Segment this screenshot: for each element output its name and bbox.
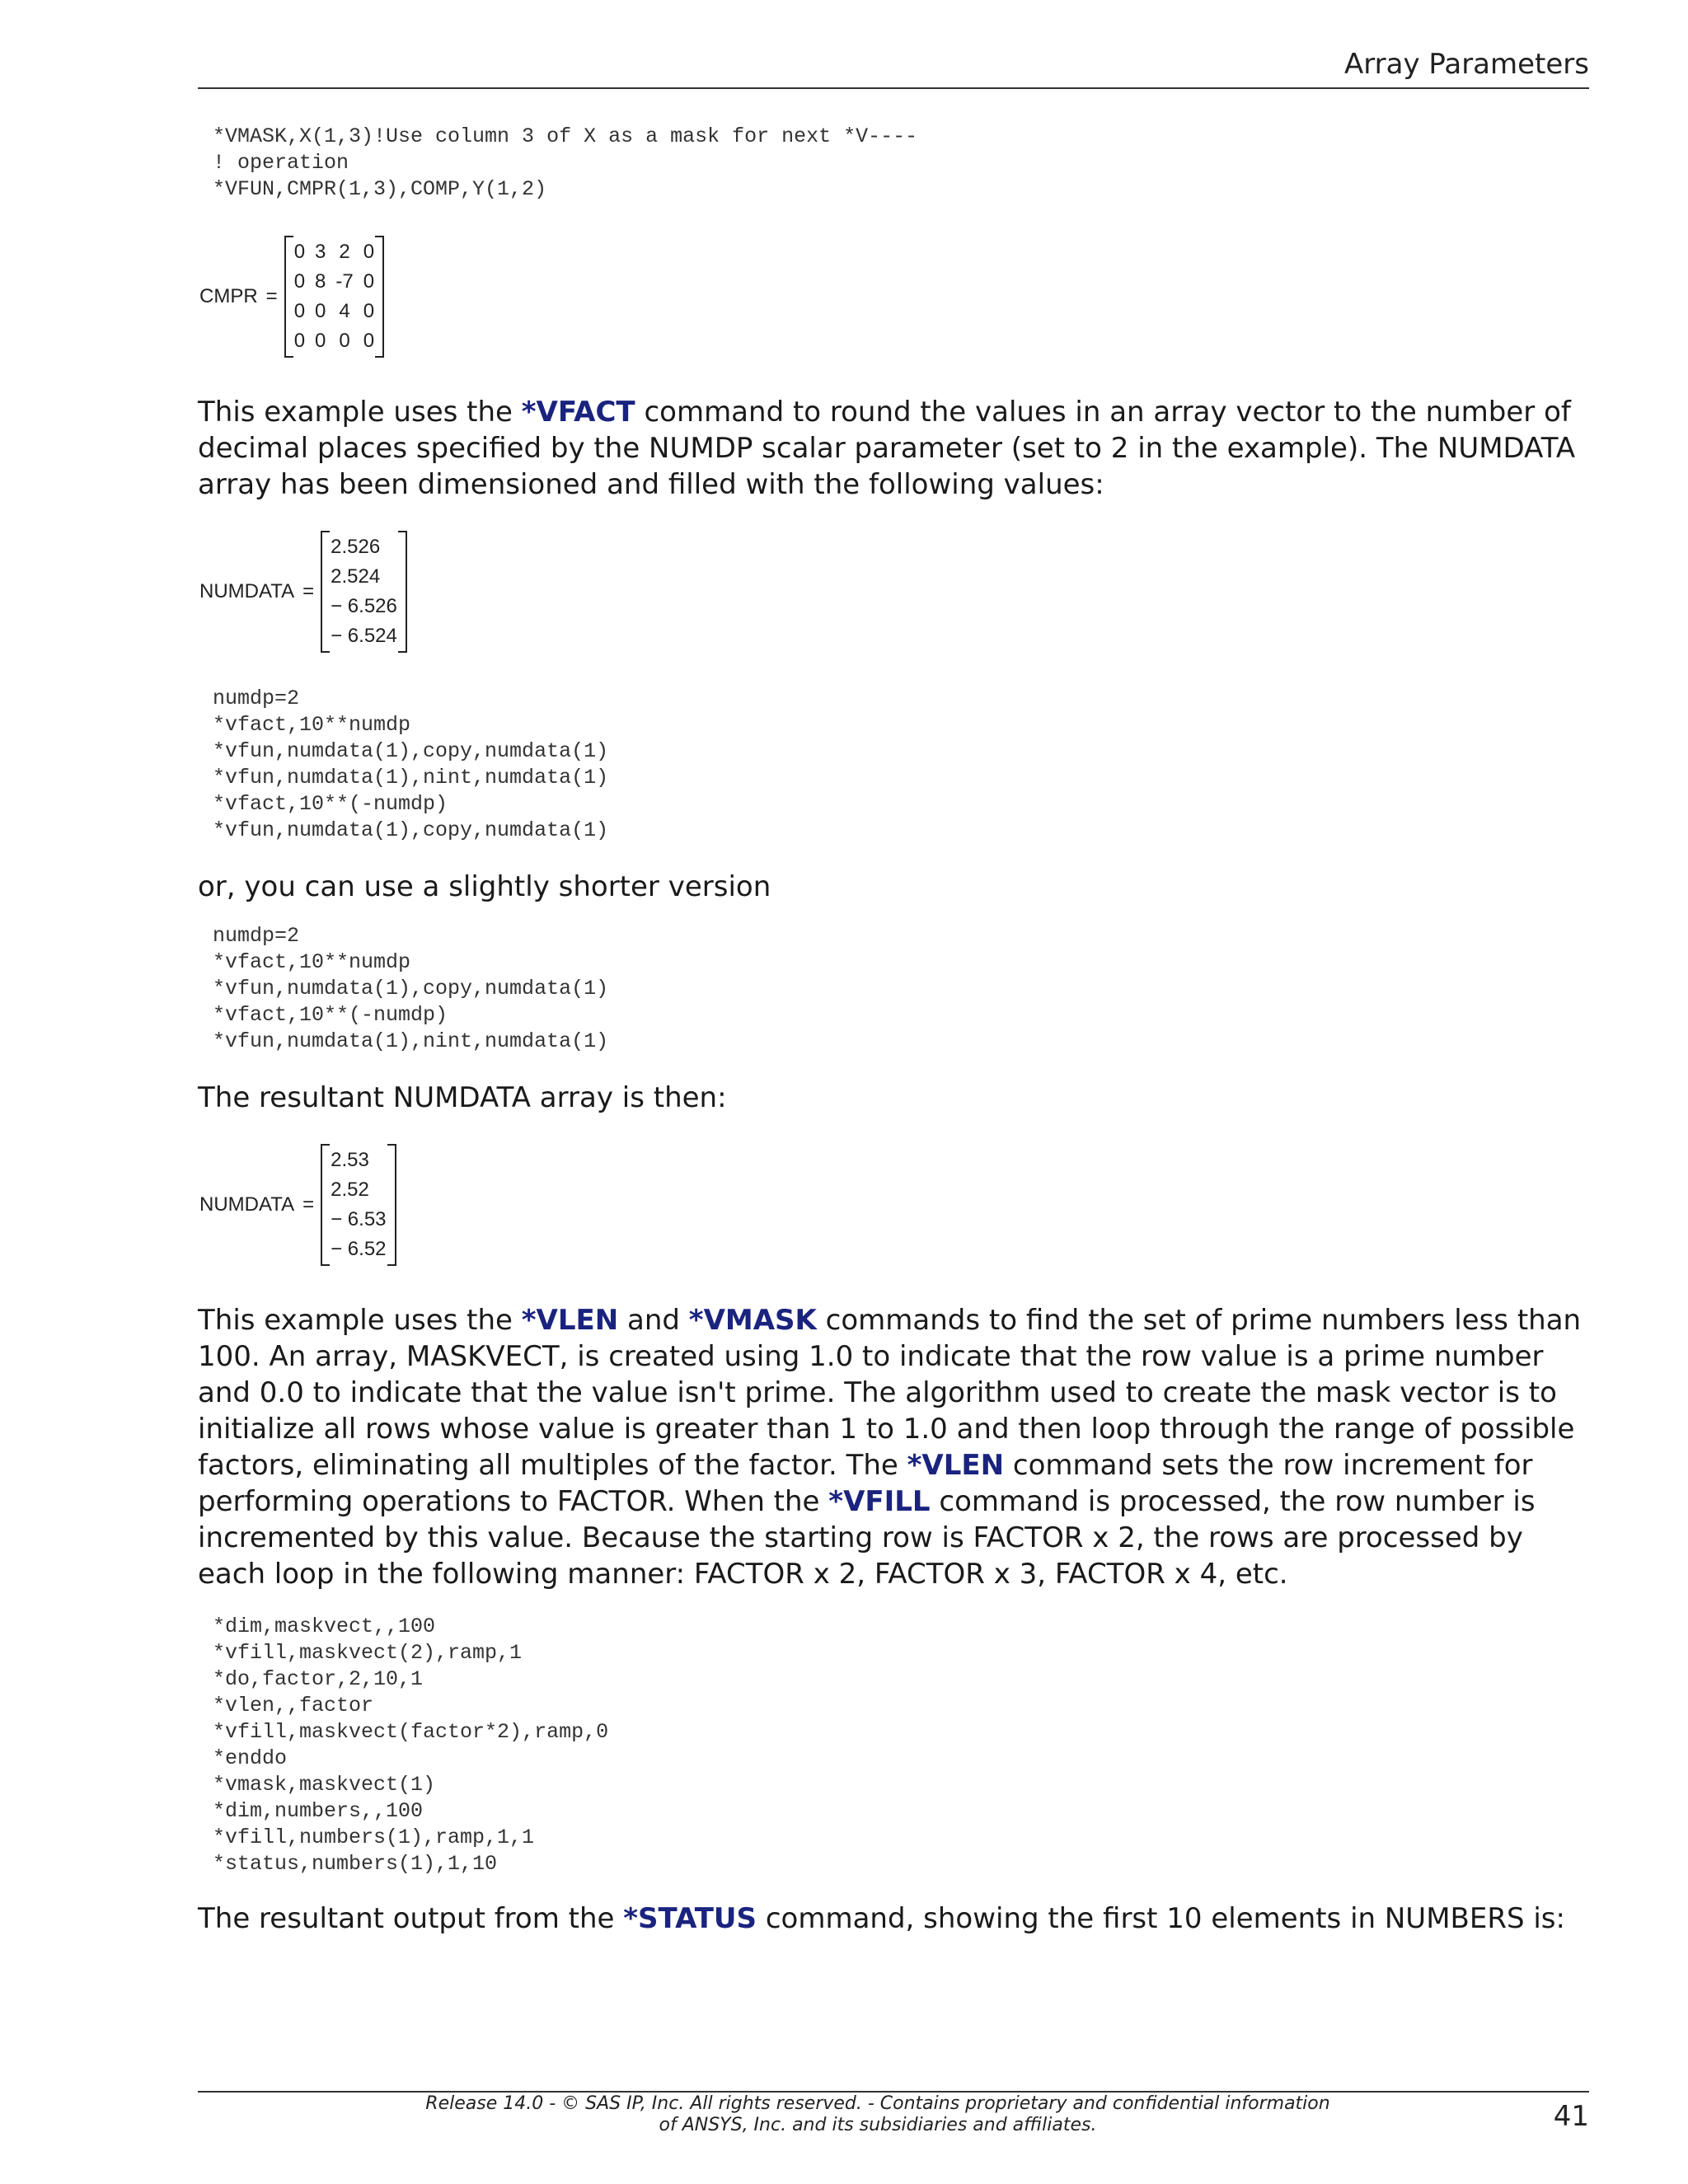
paragraph-prime-example: This example uses the *VLEN and *VMASK commands to find the set of prime numbers less than 100. An array, MASKVECT, is created using 1.0 to indicate that the row value is a prime number and 0.0 to indicate that the value isn't prime. The algorithm used to create the mask vector is to initialize all rows whose value is greater than 1 to 1.0 and then loop through the range of possible factors, eliminating all multiples of the factor. The *VLEN command sets the row increment for performing operations to FACTOR. When the *VFILL command is processed, the row number is incremented by this value. Because the starting row is FACTOR x 2, the rows are processed by each loop in the following manner: FACTOR x 2, FACTOR x 3, FACTOR x 4, etc. <box>198 1304 1582 1591</box>
matrix-row <box>294 267 374 297</box>
vector-value: − 6.53 <box>331 1208 387 1230</box>
matrix-cell: 0 <box>339 330 350 352</box>
running-header-title: Array Parameters <box>1344 48 1589 81</box>
numdata-label: NUMDATA <box>199 580 295 602</box>
paragraph-vfact: This example uses the *VFACT command to round the values in an array vector to the number of decimal places specified by the NUMDP scalar parameter (set to 2 in the example). The NUMDATA array has been dimensioned and filled with the following values: <box>198 396 1576 501</box>
code-block-prime: *dim,maskvect,,100 *vfill,maskvect(2),ramp,1 *do,factor,2,10,1 *vlen,,factor *vfill,maskvect(factor*2),ramp,0 *enddo *vmask,maskvect(1) *dim,numbers,,100 *vfill,numbers(1),ramp,1,1 *status,numbers(1),1,10 <box>213 1615 609 1876</box>
header-rule <box>198 87 1589 89</box>
numdata-result-equation <box>198 1144 1591 1266</box>
vlen-command-link[interactable]: *VLEN <box>907 1449 1005 1482</box>
matrix-cell: 0 <box>363 241 375 263</box>
numdata-label: NUMDATA <box>199 1193 295 1216</box>
matrix-row <box>294 326 374 356</box>
code-block-vfact-short: numdp=2 *vfact,10**numdp *vfun,numdata(1),copy,numdata(1) *vfact,10**(-numdp) *vfun,numdata(1),nint,numdata(1) <box>213 924 609 1053</box>
matrix-cell: 0 <box>363 330 375 352</box>
vector-value: − 6.52 <box>331 1238 387 1260</box>
paragraph-result-intro: The resultant NUMDATA array is then: <box>198 1081 727 1114</box>
matrix-cell: 3 <box>315 241 326 263</box>
page-content <box>198 124 1591 1937</box>
cmpr-label: CMPR <box>199 285 258 307</box>
matrix-cell: 4 <box>339 300 350 322</box>
footer-copyright: Release 14.0 - © SAS IP, Inc. All rights reserved. - Contains proprietary and confidential information of ANSYS, Inc. and its subsidiaries and affiliates. <box>425 2093 1330 2135</box>
vector-value: 2.526 <box>331 536 381 558</box>
vmask-command-link[interactable]: *VMASK <box>688 1304 817 1337</box>
vector-value: 2.524 <box>331 565 381 588</box>
matrix-cell: 8 <box>315 270 326 293</box>
cmpr-matrix-equation <box>198 236 1591 358</box>
matrix-cell: 2 <box>339 241 350 263</box>
code-block-vfact-long: numdp=2 *vfact,10**numdp *vfun,numdata(1),copy,numdata(1) *vfun,numdata(1),nint,numdata(1) *vfact,10**(-numdp) *vfun,numdata(1),copy,numdata(1) <box>213 687 609 842</box>
matrix-cell: 0 <box>363 270 375 293</box>
vector-value: − 6.524 <box>331 625 397 647</box>
equals-sign: = <box>265 285 278 307</box>
matrix-row <box>294 297 374 326</box>
numdata-input-vector <box>321 531 407 653</box>
vector-value: 2.53 <box>331 1149 369 1171</box>
equals-sign: = <box>302 1193 315 1216</box>
matrix-cell: 0 <box>315 330 326 352</box>
cmpr-matrix <box>284 236 384 358</box>
vector-value: 2.52 <box>331 1179 369 1201</box>
equals-sign: = <box>302 580 315 602</box>
matrix-cell: 0 <box>315 300 326 322</box>
code-block-vmask: *VMASK,X(1,3)!Use column 3 of X as a mask for next *V---- ! operation *VFUN,CMPR(1,3),COMP,Y(1,2) <box>213 124 918 201</box>
numdata-input-equation <box>198 531 1591 653</box>
numdata-result-vector <box>321 1144 396 1266</box>
matrix-cell: 0 <box>293 270 306 293</box>
matrix-cell: 0 <box>293 300 306 322</box>
status-command-link[interactable]: *STATUS <box>623 1902 757 1935</box>
matrix-cell: 0 <box>293 330 306 352</box>
vlen-command-link[interactable]: *VLEN <box>521 1304 619 1337</box>
paragraph-status-output: The resultant output from the *STATUS command, showing the first 10 elements in NUMBERS is: <box>198 1902 1565 1935</box>
matrix-row <box>294 237 374 267</box>
matrix-cell: -7 <box>335 270 354 293</box>
vector-value: − 6.526 <box>331 595 397 617</box>
matrix-cell: 0 <box>363 300 375 322</box>
vfill-command-link[interactable]: *VFILL <box>828 1485 931 1518</box>
matrix-cell: 0 <box>293 241 306 263</box>
footer-rule <box>198 2091 1589 2093</box>
vfact-command-link[interactable]: *VFACT <box>521 396 635 429</box>
page-number: 41 <box>1553 2100 1589 2133</box>
paragraph-shorter: or, you can use a slightly shorter version <box>198 870 771 903</box>
